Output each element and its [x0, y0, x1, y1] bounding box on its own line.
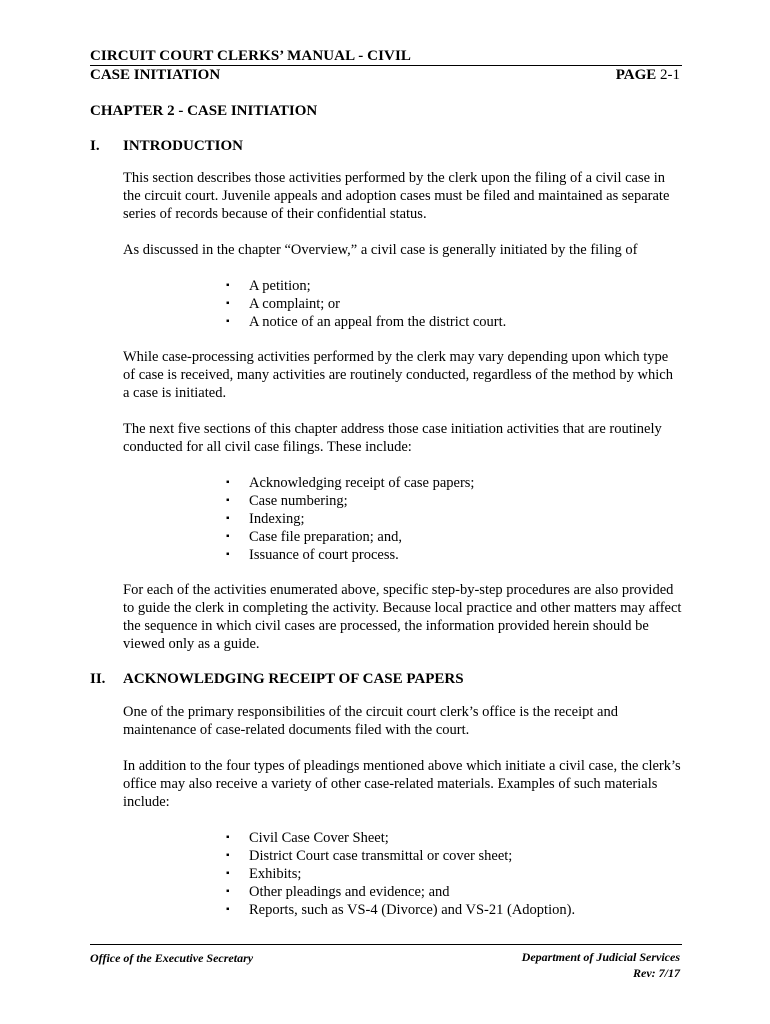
- bullet-icon: ▪: [226, 850, 230, 861]
- page-number: [616, 66, 680, 84]
- section-title: INTRODUCTION: [123, 138, 244, 154]
- paragraph: While case-processing activities performed by the clerk may vary depending upon which type of case is received, many activities are routinely conducted, regardless of the method by which a case is initiated.: [123, 349, 673, 401]
- list-item: ▪ Issuance of court process.: [226, 547, 399, 563]
- page-label: PAGE: [615, 67, 657, 83]
- list-item: ▪ A notice of an appeal from the district court.: [226, 314, 507, 330]
- bullet-icon: ▪: [226, 477, 230, 488]
- list-item: ▪ Other pleadings and evidence; and: [226, 884, 450, 900]
- paragraph: The next five sections of this chapter address those case initiation activities that are routinely conducted for all civil case filings. These include:: [123, 421, 662, 455]
- paragraph: As discussed in the chapter “Overview,” a civil case is generally initiated by the filing of: [123, 242, 638, 258]
- activities-list: [222, 474, 474, 564]
- section-number: II.: [90, 671, 106, 687]
- bullet-icon: ▪: [226, 832, 230, 843]
- bullet-icon: ▪: [226, 549, 230, 560]
- list-item: ▪ Civil Case Cover Sheet;: [226, 830, 389, 846]
- section-heading-introduction: [90, 137, 243, 155]
- paragraph: This section describes those activities performed by the clerk upon the filing of a civil case in the circuit court. Juvenile appeals and adoption cases must be filed and maintained as separate series of records because of their confidential status.: [123, 170, 670, 222]
- footer-department: [522, 949, 680, 981]
- footer-revision: Rev: 7/17: [633, 966, 680, 980]
- list-item: ▪ District Court case transmittal or cover sheet;: [226, 848, 513, 864]
- header-title: CIRCUIT COURT CLERKS’ MANUAL - CIVIL: [90, 48, 412, 64]
- bullet-icon: ▪: [226, 868, 230, 879]
- bullet-icon: ▪: [226, 904, 230, 915]
- header-subtitle: CASE INITIATION: [90, 67, 221, 83]
- section-title: ACKNOWLEDGING RECEIPT OF CASE PAPERS: [123, 671, 464, 687]
- list-item: ▪ Reports, such as VS-4 (Divorce) and VS-21 (Adoption).: [226, 902, 576, 918]
- paragraph: For each of the activities enumerated above, specific step-by-step procedures are also provided to guide the clerk in completing the activity. Because local practice and other matters may affect the sequence in which civil cases are processed, the information provided herein should be viewed only as a guide.: [123, 582, 682, 652]
- list-item: ▪ Case file preparation; and,: [226, 529, 402, 545]
- bullet-icon: ▪: [226, 316, 230, 327]
- list-item: ▪ A complaint; or: [226, 296, 341, 312]
- list-item: ▪ Exhibits;: [226, 866, 302, 882]
- initiation-list: [222, 277, 506, 331]
- section-number: I.: [90, 138, 100, 154]
- list-item: ▪ Acknowledging receipt of case papers;: [226, 475, 475, 491]
- chapter-title: CHAPTER 2 - CASE INITIATION: [90, 103, 318, 119]
- materials-list: [222, 829, 575, 919]
- paragraph: In addition to the four types of pleadings mentioned above which initiate a civil case, the clerk’s office may also receive a variety of other case-related materials. Examples of such materials include:: [123, 758, 681, 810]
- bullet-icon: ▪: [226, 495, 230, 506]
- bullet-icon: ▪: [226, 280, 230, 291]
- bullet-icon: ▪: [226, 298, 230, 309]
- footer-rule: [90, 944, 682, 945]
- bullet-icon: ▪: [226, 886, 230, 897]
- footer-office: Office of the Executive Secretary: [90, 951, 254, 965]
- bullet-icon: ▪: [226, 531, 230, 542]
- section-heading-acknowledging: [90, 670, 464, 688]
- list-item: ▪ Indexing;: [226, 511, 305, 527]
- bullet-icon: ▪: [226, 513, 230, 524]
- list-item: ▪ A petition;: [226, 278, 311, 294]
- list-item: ▪ Case numbering;: [226, 493, 348, 509]
- footer-department-name: Department of Judicial Services: [521, 950, 680, 964]
- page-number-value: 2-1: [660, 67, 680, 83]
- paragraph: One of the primary responsibilities of the circuit court clerk’s office is the receipt and maintenance of case-related documents filed with the court.: [123, 704, 618, 738]
